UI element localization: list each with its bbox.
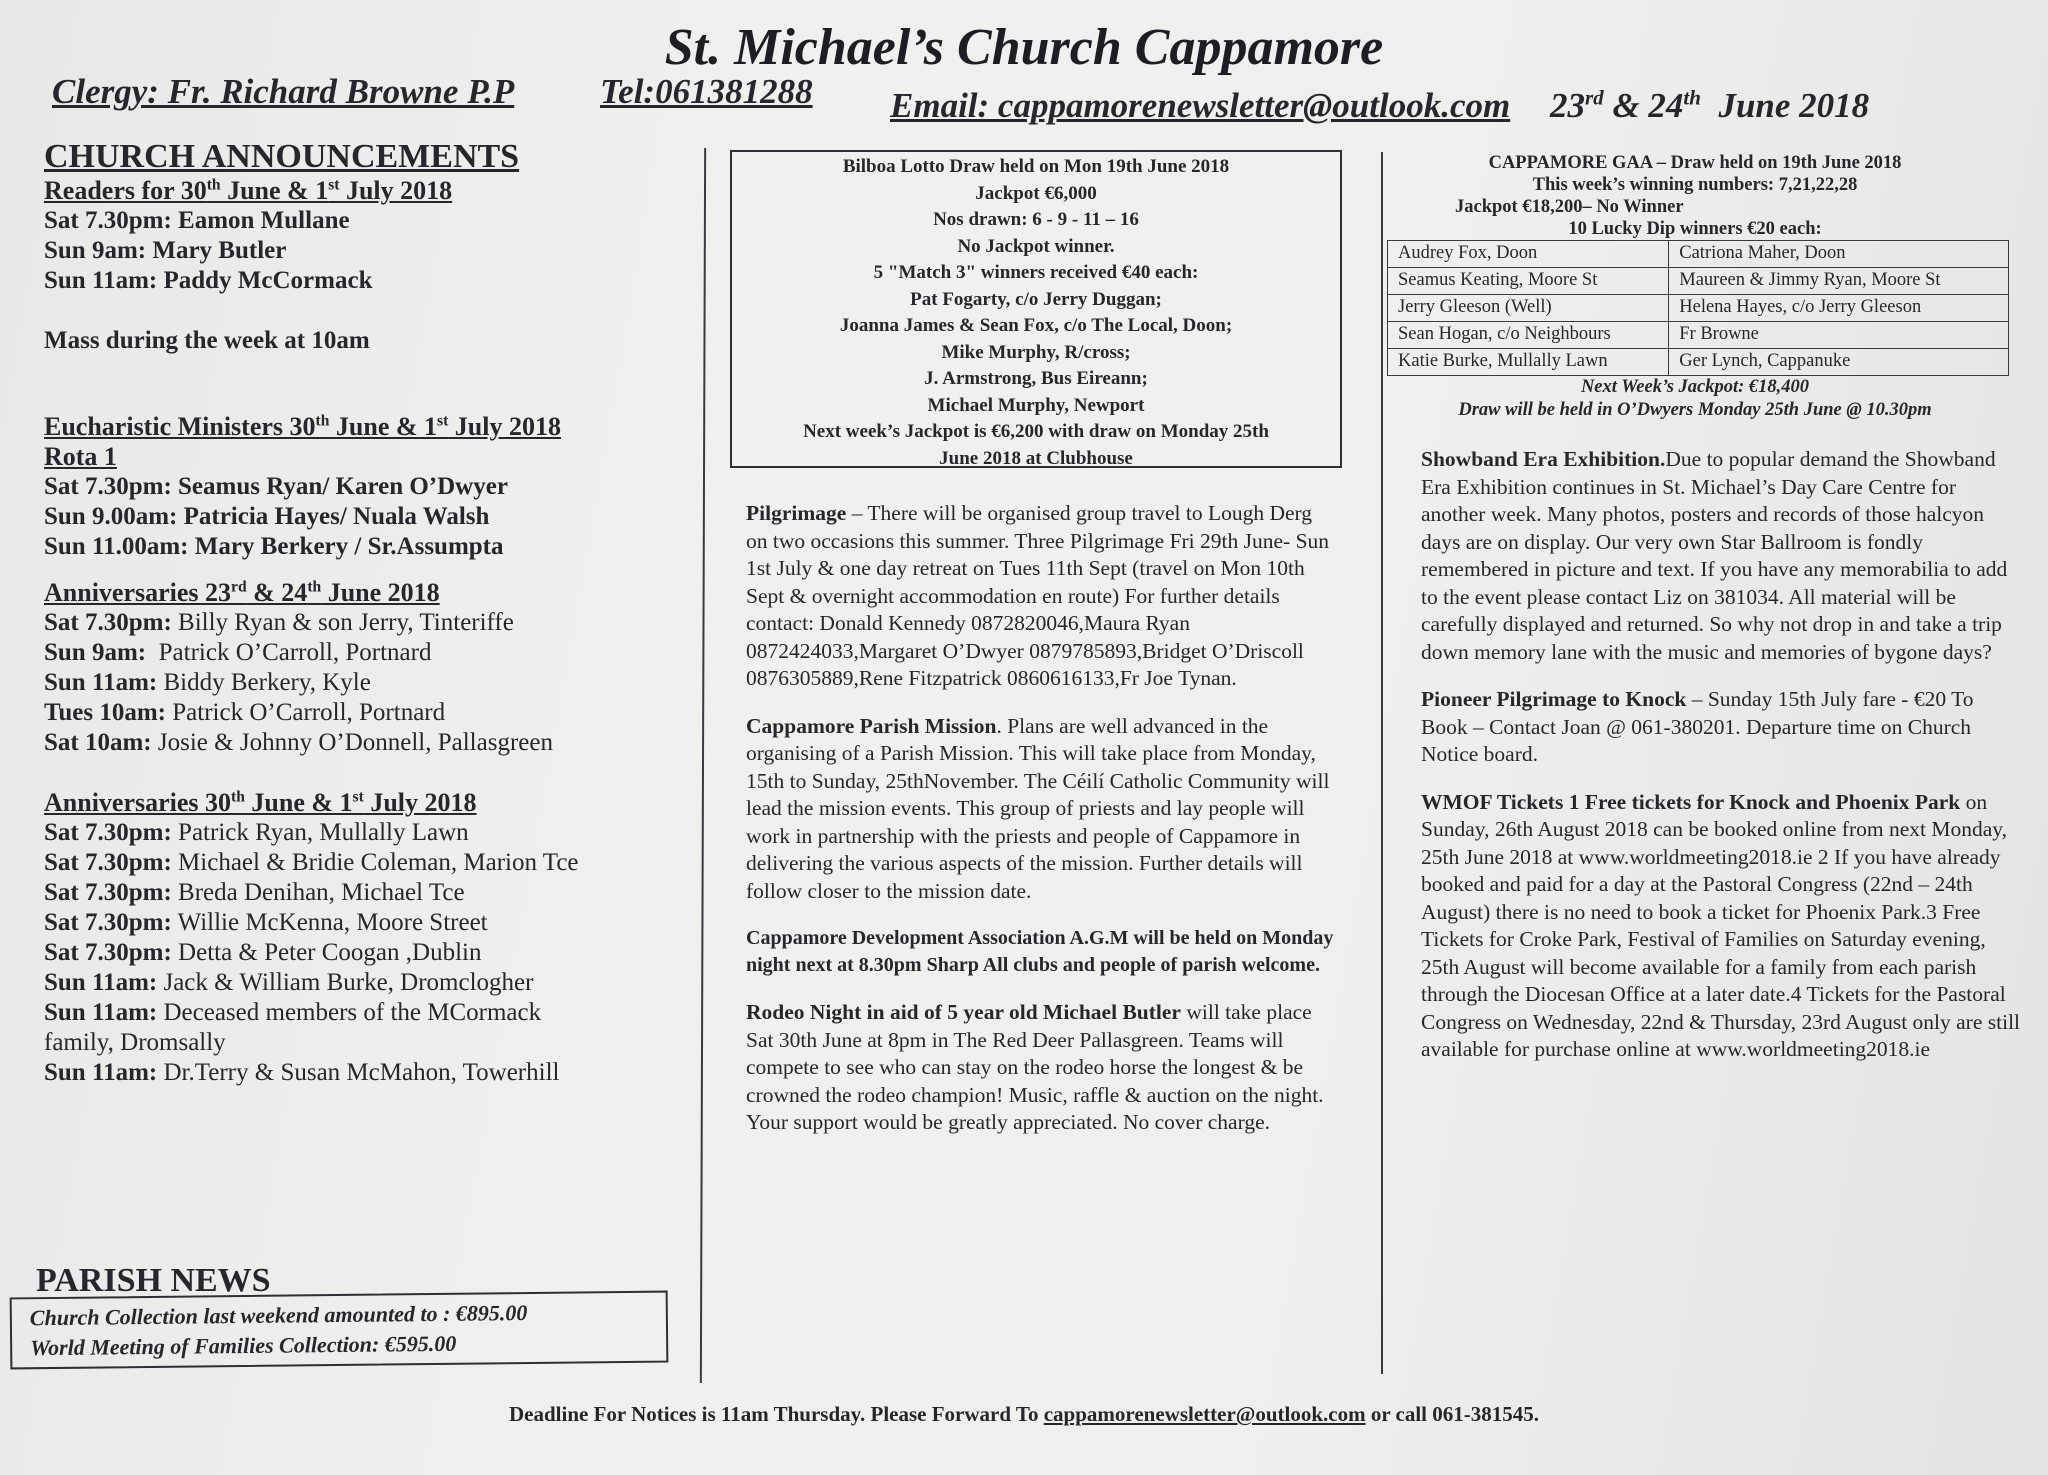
- newsletter-title: St. Michael’s Church Cappamore: [664, 19, 1384, 76]
- wmof-tickets-notice: WMOF Tickets 1 Free tickets for Knock and Phoenix Park on Sunday, 26th August 2018 can be booked online from next Monday, 25th June 2018 at www.worldmeeting2018.ie 2 If you have already booked and paid for a day at the Pastoral Congress (22nd – 24th August) there is no need to book a ticket for Phoenix Park.3 Free Tickets for Croke Park, Festival of Families on Saturday evening, 25th August will become available for a family from each parish through the Diocesan Office at a later date.4 Tickets for the Pastoral Congress on Wednesday, 22nd & Thursday, 23rd August only are still available for purchase online at www.worldmeeting2018.ie: [1421, 789, 2021, 1061]
- table-cell: Ger Lynch, Cappanuke: [1669, 349, 2009, 376]
- reader-entry: Sun 9am: Mary Butler: [44, 237, 287, 264]
- table-row: [1388, 349, 2009, 376]
- eucharistic-ministers-heading: Eucharistic Ministers 30th June & 1st July 2018: [44, 412, 561, 441]
- anniversary-entry: Sat 7.30pm: Billy Ryan & son Jerry, Tinteriffe: [44, 609, 514, 636]
- gaa-winning-numbers: This week’s winning numbers: 7,21,22,28: [1532, 175, 1858, 195]
- anniversary-entry: Sat 7.30pm: Patrick Ryan, Mullally Lawn: [44, 819, 469, 846]
- gaa-draw-note: Draw will be held in O’Dwyers Monday 25th June @ 10.30pm: [1458, 400, 1932, 420]
- telephone: Tel:061381288: [600, 72, 813, 111]
- table-row: [1388, 268, 2009, 295]
- table-row: [1388, 295, 2009, 322]
- lotto-line: Next week’s Jackpot is €6,200 with draw on Monday 25th: [803, 421, 1269, 442]
- table-cell: Fr Browne: [1669, 322, 2009, 349]
- footer-deadline: Deadline For Notices is 11am Thursday. Please Forward To cappamorenewsletter@outlook.com or call 061-381545.: [508, 1402, 1540, 1426]
- anniversary-entry: Sun 11am: Jack & William Burke, Dromclogher: [44, 969, 534, 996]
- lotto-line: Jackpot €6,000: [975, 182, 1097, 204]
- minister-entry: Sun 11.00am: Mary Berkery / Sr.Assumpta: [44, 533, 504, 560]
- church-collection: Church Collection last weekend amounted to : €895.00: [29, 1300, 528, 1331]
- wmof-collection: World Meeting of Families Collection: €595.00: [30, 1330, 457, 1361]
- anniversary-entry: Sat 7.30pm: Willie McKenna, Moore Street: [44, 909, 488, 936]
- lotto-line: Michael Murphy, Newport: [927, 394, 1145, 416]
- table-cell: Sean Hogan, c/o Neighbours: [1388, 322, 1669, 349]
- anniversary-entry: Sun 11am: Dr.Terry & Susan McMahon, Towerhill: [44, 1059, 560, 1086]
- church-announcements-heading: CHURCH ANNOUNCEMENTS: [44, 138, 520, 175]
- table-cell: Katie Burke, Mullally Lawn: [1388, 349, 1669, 376]
- collection-box: [10, 1291, 669, 1370]
- anniversary-entry: family, Dromsally: [44, 1029, 226, 1056]
- lotto-line: Nos drawn: 6 - 9 - 11 – 16: [933, 209, 1139, 230]
- lotto-line: June 2018 at Clubhouse: [939, 447, 1133, 469]
- email-address: Email: cappamorenewsletter@outlook.com: [890, 86, 1511, 125]
- gaa-draw-title: CAPPAMORE GAA – Draw held on 19th June 2018: [1488, 153, 1902, 173]
- lotto-line: 5 "Match 3" winners received €40 each:: [873, 262, 1199, 283]
- table-cell: Maureen & Jimmy Ryan, Moore St: [1669, 268, 2009, 295]
- lotto-line: Mike Murphy, R/cross;: [941, 341, 1131, 363]
- lotto-line: J. Armstrong, Bus Eireann;: [924, 368, 1148, 389]
- church-announcements-column: [44, 138, 694, 1088]
- anniversary-entry: Sat 7.30pm: Detta & Peter Coogan ,Dublin: [44, 939, 482, 966]
- reader-entry: Sun 11am: Paddy McCormack: [44, 267, 373, 294]
- lotto-line: Joanna James & Sean Fox, c/o The Local, Doon;: [839, 315, 1233, 336]
- anniversary-entry: Sat 7.30pm: Michael & Bridie Coleman, Marion Tce: [44, 849, 579, 876]
- middle-news-column: [746, 500, 1336, 1157]
- anniversary-entry: Tues 10am: Patrick O’Carroll, Portnard: [44, 699, 446, 726]
- weekday-mass-note: Mass during the week at 10am: [44, 327, 370, 354]
- minister-entry: Sat 7.30pm: Seamus Ryan/ Karen O’Dwyer: [44, 473, 508, 500]
- table-row: [1388, 241, 2009, 268]
- table-cell: Jerry Gleeson (Well): [1388, 295, 1669, 322]
- table-cell: Seamus Keating, Moore St: [1388, 268, 1669, 295]
- footer-email-link[interactable]: cappamorenewsletter@outlook.com: [1043, 1402, 1366, 1426]
- knock-pilgrimage-notice: Pioneer Pilgrimage to Knock – Sunday 15th July fare - €20 To Book – Contact Joan @ 061-380201. Departure time on Church Notice board.: [1421, 687, 1974, 766]
- lotto-line: Pat Fogarty, c/o Jerry Duggan;: [910, 288, 1162, 310]
- anniversary-entry: Sun 11am: Deceased members of the MCormack: [44, 999, 542, 1026]
- anniversary-entry: Sun 9am: Patrick O’Carroll, Portnard: [44, 639, 432, 666]
- gaa-next-jackpot: Next Week’s Jackpot: €18,400: [1580, 377, 1810, 397]
- anniversaries-heading-2: Anniversaries 30th June & 1st July 2018: [44, 788, 477, 817]
- table-cell: Catriona Maher, Doon: [1669, 241, 2009, 268]
- gaa-lucky-dip-heading: 10 Lucky Dip winners €20 each:: [1568, 219, 1822, 239]
- anniversary-entry: Sun 11am: Biddy Berkery, Kyle: [44, 669, 371, 696]
- showband-exhibition-notice: Showband Era Exhibition.Due to popular demand the Showband Era Exhibition continues in St. Michael’s Day Care Centre for another week. Many photos, posters and records of those halcyon days are on display. Our very own Star Ballroom is fondly remembered in picture and text. If you have any memorabilia to add to the event please contact Liz on 381034. All material will be carefully displayed and returned. So why not drop in and take a trip down memory lane with the music and memories of bygone days?: [1421, 447, 2008, 664]
- development-agm-notice: Cappamore Development Association A.G.M will be held on Monday night next at 8.30pm Sharp All clubs and people of parish welcome.: [746, 927, 1334, 976]
- rota-label: Rota 1: [44, 442, 117, 471]
- lotto-line: Bilboa Lotto Draw held on Mon 19th June 2018: [842, 156, 1230, 177]
- rodeo-night-notice: Rodeo Night in aid of 5 year old Michael Butler will take place Sat 30th June at 8pm in The Red Deer Pallasgreen. Teams will compete to see who can stay on the rodeo horse the longest & be crowned the rodeo champion! Music, raffle & auction on the night. Your support would be greatly appreciated. No cover charge.: [746, 1000, 1324, 1134]
- readers-heading: Readers for 30th June & 1st July 2018: [44, 176, 453, 205]
- gaa-jackpot: Jackpot €18,200– No Winner: [1455, 197, 1684, 217]
- table-cell: Audrey Fox, Doon: [1388, 241, 1669, 268]
- lotto-draw-box: [730, 150, 1342, 468]
- clergy-name: Clergy: Fr. Richard Browne P.P: [52, 72, 515, 111]
- table-cell: Helena Hayes, c/o Jerry Gleeson: [1669, 295, 2009, 322]
- parish-news-heading: PARISH NEWS: [36, 1262, 271, 1299]
- table-row: [1388, 322, 2009, 349]
- pilgrimage-notice: Pilgrimage – There will be organised group travel to Lough Derg on two occasions this summer. Three Pilgrimage Fri 29th June- Sun 1st July & one day retreat on Tues 11th Sept (travel on Mon 10th Sept & overnight accommodation en route) For further details contact: Donald Kennedy 0872820046,Maura Ryan 0872424033,Margaret O’Dwyer 0879785893,Bridget O’Driscoll 0876305889,Rene Fitzpatrick 0860616133,Fr Joe Tynan.: [746, 501, 1330, 690]
- parish-mission-notice: Cappamore Parish Mission. Plans are well advanced in the organising of a Parish Mission. This will take place from Monday, 15th to Sunday, 25thNovember. The Céilí Catholic Community will lead the mission events. This group of priests and lay people will work in partnership with the priests and people of Cappamore in delivering the various aspects of the mission. Further details will follow closer to the mission date.: [746, 713, 1330, 903]
- issue-date: 23rd & 24th June 2018: [1550, 85, 1870, 125]
- right-news-column: [1395, 152, 2035, 1084]
- anniversaries-heading-1: Anniversaries 23rd & 24th June 2018: [44, 578, 440, 607]
- reader-entry: Sat 7.30pm: Eamon Mullane: [44, 207, 350, 234]
- anniversary-entry: Sat 10am: Josie & Johnny O’Donnell, Pallasgreen: [44, 729, 553, 756]
- minister-entry: Sun 9.00am: Patricia Hayes/ Nuala Walsh: [44, 503, 490, 530]
- lucky-dip-table: [1387, 240, 2009, 376]
- column-divider-left: [700, 148, 706, 1383]
- column-divider-right: [1381, 152, 1383, 1374]
- lotto-line: No Jackpot winner.: [957, 235, 1115, 257]
- anniversary-entry: Sat 7.30pm: Breda Denihan, Michael Tce: [44, 879, 465, 906]
